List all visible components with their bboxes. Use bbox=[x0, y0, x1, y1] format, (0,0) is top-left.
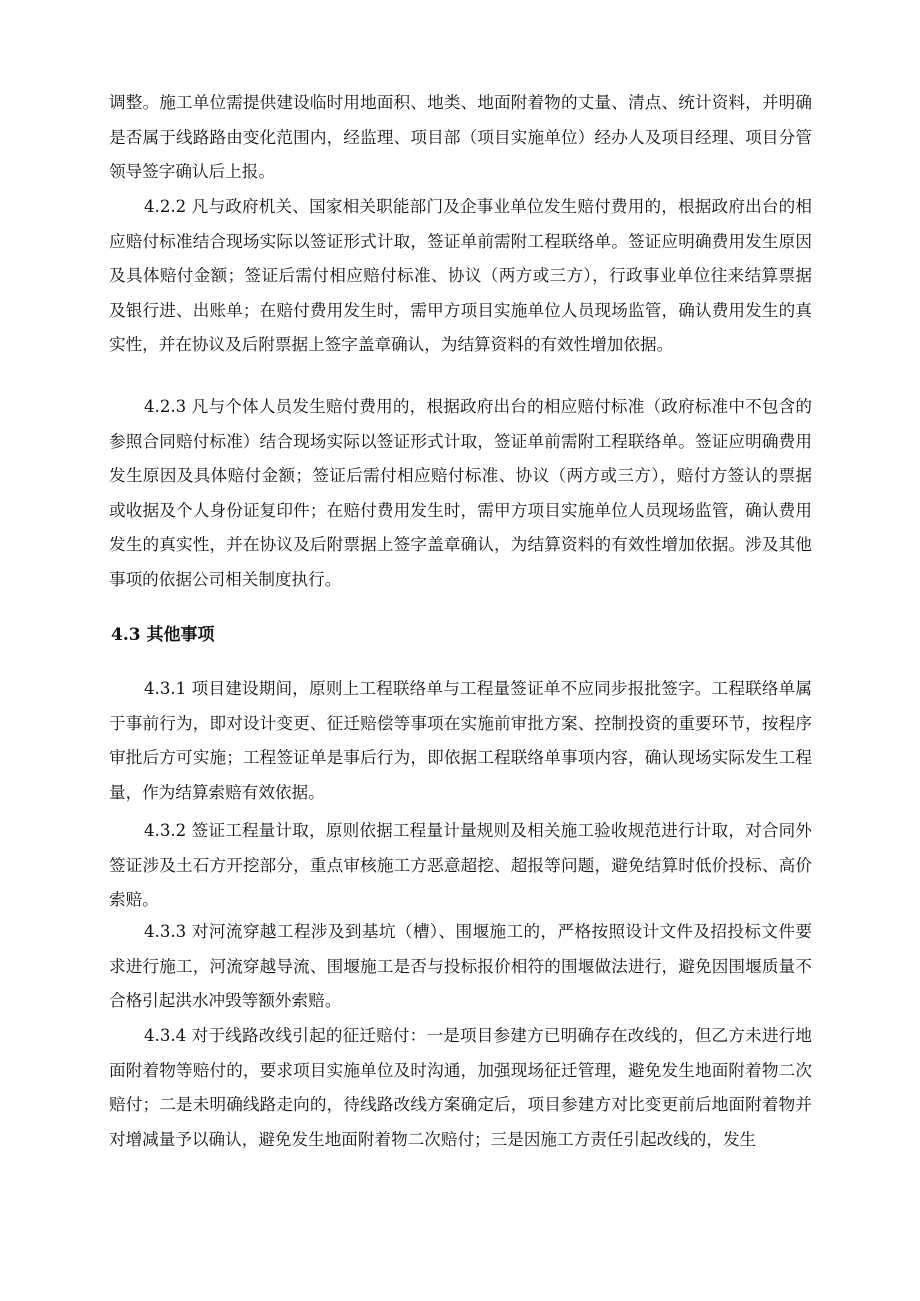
paragraph-4-3-4: 4.3.4 对于线路改线引起的征迁赔付：一是项目参建方已明确存在改线的，但乙方未进行地面附着物等赔付的，要求项目实施单位及时沟通，加强现场征迁管理，避免发生地面附着物二次赔付；二是未明确线路走向的，待线路改线方案确定后，项目参建方对比变更前后地面附着物并对增减量予以确认，避免发生地面附着物二次赔付；三是因施工方责任引起改线的，发生 bbox=[109, 1026, 812, 1149]
section-number: 4.3 bbox=[111, 625, 141, 645]
paragraph-4-3-3: 4.3.3 对河流穿越工程涉及到基坑（槽）、围堰施工的，严格按照设计文件及招投标文件要求进行施工，河流穿越导流、围堰施工是否与投标报价相符的围堰做法进行，避免因围堰质量不合格引起洪水冲毁等额外索赔。 bbox=[109, 922, 812, 1010]
paragraph-4-3-2: 4.3.2 签证工程量计取，原则依据工程量计量规则及相关施工验收规范进行计取，对合同外签证涉及土石方开挖部分，重点审核施工方恶意超挖、超报等问题，避免结算时低价投标、高价索赔。 bbox=[109, 821, 812, 909]
section-title: 其他事项 bbox=[146, 625, 215, 645]
paragraph-4-2-3: 4.2.3 凡与个体人员发生赔付费用的，根据政府出台的相应赔付标准（政府标准中不包含的参照合同赔付标准）结合现场实际以签证形式计取，签证单前需附工程联络单。签证应明确费用发生原因及具体赔付金额；签证后需付相应赔付标准、协议（两方或三方），赔付方签认的票据或收据及个人身份证复印件；在赔付费用发生时，需甲方项目实施单位人员现场监管，确认费用发生的真实性，并在协议及后附票据上签字盖章确认，为结算资料的有效性增加依据。涉及其他事项的依据公司相关制度执行。 bbox=[109, 397, 812, 589]
section-heading-4-3 bbox=[111, 618, 215, 652]
paragraph-4-3-1: 4.3.1 项目建设期间，原则上工程联络单与工程量签证单不应同步报批签字。工程联络单属于事前行为，即对设计变更、征迁赔偿等事项在实施前审批方案、控制投资的重要环节，按程序审批后方可实施；工程签证单是事后行为，即依据工程联络单事项内容，确认现场实际发生工程量，作为结算索赔有效依据。 bbox=[109, 679, 812, 802]
paragraph-4-2-2: 4.2.2 凡与政府机关、国家相关职能部门及企事业单位发生赔付费用的，根据政府出台的相应赔付标准结合现场实际以签证形式计取，签证单前需附工程联络单。签证应明确费用发生原因及具体赔付金额；签证后需付相应赔付标准、协议（两方或三方），行政事业单位往来结算票据及银行进、出账单；在赔付费用发生时，需甲方项目实施单位人员现场监管，确认费用发生的真实性，并在协议及后附票据上签字盖章确认，为结算资料的有效性增加依据。 bbox=[109, 197, 812, 354]
paragraph-continuation: 调整。施工单位需提供建设临时用地面积、地类、地面附着物的丈量、清点、统计资料，并明确是否属于线路路由变化范围内，经监理、项目部（项目实施单位）经办人及项目经理、项目分管领导签字确认后上报。 bbox=[109, 93, 812, 181]
